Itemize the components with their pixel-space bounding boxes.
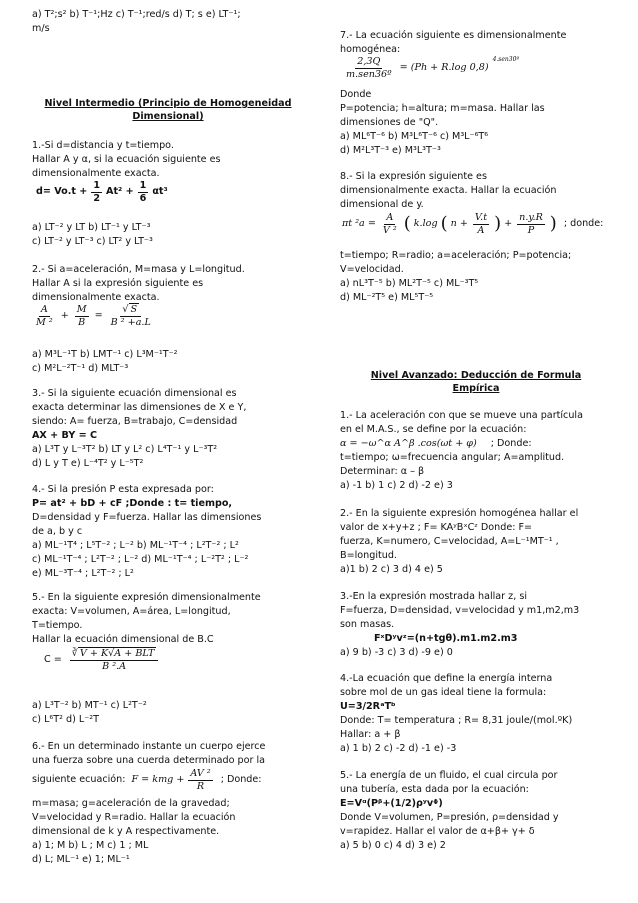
fraction	[138, 180, 149, 205]
fraction	[381, 212, 399, 237]
answer-options: d) ML⁻²T⁵ e) ML⁵T⁻⁵	[340, 292, 434, 303]
question-text: una fuerza sobre una cuerda determinado por la	[32, 755, 266, 766]
numerator: A	[386, 212, 394, 223]
equation	[342, 56, 519, 81]
question-text: P= at² + bD + cF ;Donde : t= tiempo,	[32, 498, 233, 509]
numerator: 1	[93, 180, 101, 191]
equation-part: C =	[44, 654, 62, 666]
numerator: ∛ V + K√A + BLT	[70, 648, 159, 661]
answer-options: a) ML⁶T⁻⁶ b) M³L⁶T⁻⁶ c) M³L⁻⁶T⁶	[340, 131, 489, 142]
question-text: T=tiempo.	[32, 620, 83, 631]
question-text: P=potencia; h=altura; m=masa. Hallar las	[340, 103, 545, 114]
answers-line: a) T²;s² b) T⁻¹;Hz c) T⁻¹;red/s d) T; s e) LT⁻¹;	[32, 9, 241, 20]
question-text: Hallar: a + β	[340, 729, 401, 740]
question-text: V=velocidad y R=radio. Hallar la ecuación	[32, 812, 236, 823]
answer-options: c) M²L⁻²T⁻¹ d) MLT⁻³	[32, 363, 129, 374]
answer-options: a) 5 b) 0 c) 4 d) 3 e) 2	[340, 840, 446, 851]
fraction	[109, 304, 153, 329]
answer-options: a) -1 b) 1 c) 2 d) -2 e) 3	[340, 480, 453, 491]
equation-part: n +	[450, 218, 468, 230]
question-text: V=velocidad.	[340, 264, 404, 275]
question-text: 1.-Si d=distancia y t=tiempo.	[32, 140, 174, 151]
radicand: V + K√A + BLT	[79, 648, 155, 659]
fraction	[34, 304, 55, 329]
question-text: de a, b y c	[32, 526, 83, 537]
radicand: S	[130, 304, 138, 315]
question-text: siendo: A= fuerza, B=trabajo, C=densidad	[32, 416, 238, 427]
question-text: dimensional de k y A respectivamente.	[32, 826, 220, 837]
section-heading: Nivel Intermedio (Principio de Homogeneidad	[44, 98, 292, 109]
denominator: m.sen36º	[346, 69, 392, 80]
equation-part: +	[504, 218, 513, 230]
question-text: en el M.A.S., se define por la ecuación:	[340, 424, 527, 435]
question-text: homogénea:	[340, 44, 401, 55]
question-text: Donde V=volumen, P=presión, ρ=densidad y	[340, 812, 559, 823]
denominator: P	[527, 225, 535, 236]
answer-options: c) LT⁻² y LT⁻³ c) LT² y LT⁻³	[32, 236, 153, 247]
question-text: 1.- La aceleración con que se mueve una partícula	[340, 410, 583, 421]
denominator: R	[196, 781, 205, 792]
answer-options: a) L³T y L⁻³T² b) LT y L² c) L⁴T⁻¹ y L⁻³T²	[32, 444, 218, 455]
question-text: 6.- En un determinado instante un cuerpo ejerce	[32, 741, 266, 752]
question-text: D=densidad y F=fuerza. Hallar las dimensiones	[32, 512, 262, 523]
question-text: siguiente ecuación:	[32, 774, 126, 786]
answer-options: a)1 b) 2 c) 3 d) 4 e) 5	[340, 564, 443, 575]
answer-options: a) 9 b) -3 c) 3 d) -9 e) 0	[340, 647, 453, 658]
question-text: dimensionalmente exacta. Hallar la ecuación	[340, 185, 557, 196]
answer-options: c) L⁶T² d) L⁻²T	[32, 714, 100, 725]
answer-options: a) LT⁻² y LT b) LT⁻¹ y LT⁻³	[32, 222, 151, 233]
question-text: F=fuerza, D=densidad, v=velocidad y m1,m2,m3	[340, 605, 580, 616]
equation: $\frac{A}{\text{M ²}}$ + $\frac{M}{B}$ = $\frac{√ S}{\text{B ² +a.L}}$	[36, 304, 151, 328]
answer-options: a) 1 b) 2 c) -2 d) -1 e) -3	[340, 743, 457, 754]
numerator: AV ²	[190, 768, 211, 779]
section-heading: Dimensional)	[132, 111, 204, 122]
answer-options: d) M²L³T⁻³ e) M³L³T⁻³	[340, 145, 441, 156]
question-text: B=longitud.	[340, 550, 397, 561]
question-text: 4.- Si la presión P esta expresada por:	[32, 484, 214, 495]
section-heading: Empírica	[452, 383, 500, 394]
question-text: Donde: T= temperatura ; R= 8,31 joule/(mol.ºK)	[340, 715, 573, 726]
exponent: 4.sen30º	[492, 56, 520, 64]
numerator: 1	[139, 180, 147, 191]
equation	[131, 768, 214, 793]
question-text: dimensionalmente exacta.	[32, 292, 160, 303]
fraction	[344, 56, 394, 81]
equation: α = −ω^α A^β .cos(ωt + φ)	[340, 438, 477, 449]
equation-part: αt³	[152, 186, 168, 198]
fraction	[188, 768, 212, 793]
question-text: una tubería, esta dada por la ecuación:	[340, 784, 529, 795]
equation-part: d= Vo.t +	[36, 186, 88, 198]
equation-part: ; Donde:	[490, 438, 532, 449]
question-text: 4.-La ecuación que define la energía interna	[340, 673, 553, 684]
equation-part: = (Ph + R.log 0,8)	[399, 62, 489, 74]
question-equation: FˣDʸvᶻ=(n+tgθ).m1.m2.m3	[374, 633, 518, 644]
denominator: V ²	[382, 225, 397, 236]
equation	[44, 648, 160, 673]
question-text: t=tiempo; ω=frecuencia angular; A=amplitud.	[340, 452, 565, 463]
question-text: dimensional de y.	[340, 199, 424, 210]
question-text: m=masa; g=aceleración de la gravedad;	[32, 798, 230, 809]
equation-part: F = kmg +	[131, 774, 185, 786]
equation: πt ²a = $\frac{A}{\text{V ²}}$ ( k.log ( n + $\frac{V.t}{A}$ ) + $\frac{n.y.R}{P}$ ) ; donde:	[342, 212, 604, 236]
question-text: Hallar la ecuación dimensional de B.C	[32, 634, 214, 645]
fraction	[70, 648, 159, 673]
answer-options: c) ML⁻¹T⁻⁴ ; L²T⁻² ; L⁻² d) ML⁻¹T⁻⁴ ; L⁻²T² ; L⁻²	[32, 554, 249, 565]
question-text: dimensiones de "Q".	[340, 117, 439, 128]
answer-options: d) L y T e) L⁻⁴T² y L⁻⁵T²	[32, 458, 144, 469]
question-text: Hallar A y α, si la ecuación siguiente es	[32, 154, 221, 165]
question-equation: AX + BY = C	[32, 430, 98, 441]
equation-part: πt ²a =	[342, 218, 376, 230]
denominator: M ²	[36, 317, 53, 328]
answer-options: a) L³T⁻² b) MT⁻¹ c) L²T⁻²	[32, 700, 147, 711]
answers-line: m/s	[32, 23, 50, 34]
answer-options: a) nL³T⁻⁵ b) ML²T⁻⁵ c) ML⁻³T⁵	[340, 278, 479, 289]
answer-options: a) M³L⁻¹T b) LMT⁻¹ c) L³M⁻¹T⁻²	[32, 349, 178, 360]
denominator: B ² +a.L	[110, 317, 151, 328]
question-text: Donde	[340, 89, 372, 100]
question-text: valor de x+y+z ; F= KAʸBˣCᶻ Donde: F=	[340, 522, 533, 533]
answer-options: a) ML⁻¹T⁴ ; L⁵T⁻² ; L⁻² b) ML⁻¹T⁻⁴ ; L²T⁻² ; L²	[32, 540, 239, 551]
question-equation: U=3/2RᵃTᵇ	[340, 701, 396, 712]
question-text: dimensionalmente exacta.	[32, 168, 160, 179]
question-text: 5.- La energía de un fluido, el cual circula por	[340, 770, 558, 781]
numerator: 2,3Q	[357, 56, 381, 67]
fraction	[75, 304, 89, 329]
question-text: son masas.	[340, 619, 395, 630]
question-text: 2.- En la siguiente expresión homogénea hallar el	[340, 508, 579, 519]
fraction	[91, 180, 102, 205]
denominator: B ².A	[102, 661, 127, 672]
fraction	[473, 212, 489, 237]
question-text: 8.- Si la expresión siguiente es	[340, 171, 487, 182]
question-text: 3.-En la expresión mostrada hallar z, si	[340, 591, 527, 602]
equation-part: At² +	[106, 186, 134, 198]
answer-options: e) ML⁻³T⁻⁴ ; L²T⁻² ; L²	[32, 568, 134, 579]
equation-part: ; donde:	[563, 218, 604, 230]
question-text: v=rapidez. Hallar el valor de α+β+ γ+ δ	[340, 826, 535, 837]
section-heading: Nivel Avanzado: Deducción de Formula	[370, 370, 582, 381]
numerator: √ S	[120, 304, 141, 317]
equation-part: ; Donde:	[220, 774, 262, 786]
question-text: exacta: V=volumen, A=área, L=longitud,	[32, 606, 231, 617]
answer-options: d) L; ML⁻¹ e) 1; ML⁻¹	[32, 854, 130, 865]
question-text: 3.- Si la siguiente ecuación dimensional es	[32, 388, 237, 399]
question-text: fuerza, K=numero, C=velocidad, A=L⁻¹MT⁻¹ ,	[340, 536, 559, 547]
question-text: 7.- La ecuación siguiente es dimensionalmente	[340, 30, 567, 41]
question-text: exacta determinar las dimensiones de X e Y,	[32, 402, 247, 413]
numerator: n.y.R	[519, 212, 543, 223]
denominator: A	[477, 225, 485, 236]
numerator: A	[40, 304, 48, 315]
question-text: 2.- Si a=aceleración, M=masa y L=longitud.	[32, 264, 245, 275]
question-text: Hallar A si la expresión siguiente es	[32, 278, 204, 289]
fraction	[517, 212, 545, 237]
equation	[36, 180, 168, 205]
equation-part: k.log	[413, 218, 438, 230]
numerator: V.t	[474, 212, 488, 223]
question-equation: E=Vᵅ(Pᵝ+(1/2)ρʸvᶲ)	[340, 798, 443, 809]
question-text: Determinar: α – β	[340, 466, 425, 477]
denominator: 2	[93, 193, 101, 204]
denominator: B	[78, 317, 86, 328]
denominator: 6	[139, 193, 147, 204]
answer-options: a) 1; M b) L ; M c) 1 ; ML	[32, 840, 149, 851]
question-text: 5.- En la siguiente expresión dimensionalmente	[32, 592, 261, 603]
numerator: M	[76, 304, 87, 315]
equation-line	[340, 438, 532, 451]
question-text: t=tiempo; R=radio; a=aceleración; P=potencia;	[340, 250, 572, 261]
question-text: sobre mol de un gas ideal tiene la formula:	[340, 687, 547, 698]
equation-line	[32, 768, 262, 793]
